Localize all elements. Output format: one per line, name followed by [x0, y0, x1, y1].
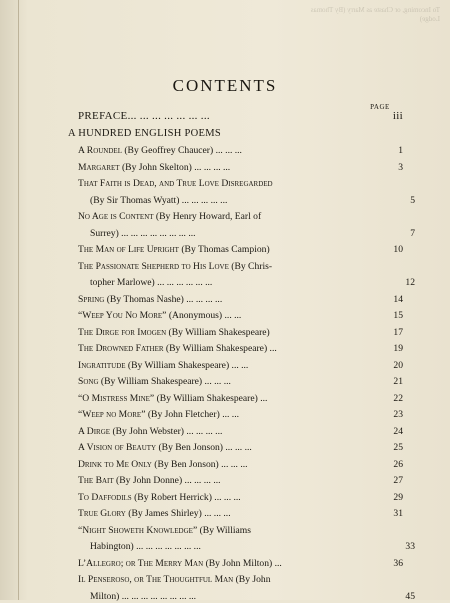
- entry-page-number: 36: [393, 557, 403, 569]
- entry-title: Spring: [78, 293, 105, 305]
- toc-section-heading: A HUNDRED ENGLISH POEMS: [68, 128, 222, 139]
- entry-author: (By Ben Jonson): [156, 442, 223, 453]
- toc-entry: [90, 541, 415, 553]
- entry-page-number: 25: [393, 442, 403, 453]
- entry-title: That Faith is Dead, and True Love Disregarded: [78, 178, 273, 189]
- entry-author: (By Chris-: [228, 260, 273, 272]
- entry-author: (By Sir Thomas Wyatt): [90, 194, 180, 206]
- entry-author: (By William Shakespeare): [166, 326, 270, 338]
- entry-author: (By William Shakespeare): [125, 359, 230, 371]
- entry-title: Il Penseroso, or The Thoughtful Man: [78, 574, 234, 585]
- toc-entry: [78, 261, 403, 273]
- toc-entry: [78, 459, 403, 471]
- toc-preface: [78, 110, 403, 122]
- entry-title: The Man of Life Upright: [78, 244, 179, 255]
- toc-entry: [78, 492, 403, 504]
- entry-page-number: 45: [405, 590, 415, 602]
- entry-author: (By John Fletcher): [145, 409, 220, 420]
- entry-title: The Dirge for Imogen: [78, 326, 167, 338]
- entry-page-number: 7: [410, 227, 415, 239]
- entry-title: “Weep You No More”: [78, 310, 167, 321]
- entry-author: (By Williams: [197, 524, 252, 536]
- entry-author: (By William Shakespeare): [98, 376, 203, 387]
- entry-leaders: ... ...: [222, 310, 242, 321]
- entry-title: No Age is Content: [78, 211, 154, 222]
- entry-author: (By Geoffrey Chaucer): [121, 145, 214, 156]
- entry-leaders: ...: [272, 557, 282, 569]
- entry-leaders: ... ... ...: [213, 145, 242, 156]
- entry-leaders: ... ... ... ... ... ... ... ...: [119, 590, 197, 602]
- entry-author: (By John Webster): [110, 425, 184, 437]
- page-title: CONTENTS: [172, 76, 278, 95]
- toc-entry: [90, 277, 415, 289]
- entry-page-number: 24: [393, 425, 403, 437]
- entry-author: (By Thomas Nashe): [104, 293, 184, 305]
- entry-leaders: ...: [257, 392, 268, 404]
- entry-leaders: ... ... ...: [202, 376, 231, 387]
- entry-leaders: ... ...: [219, 409, 239, 420]
- toc-entry: [78, 327, 403, 339]
- entry-page-number: 3: [398, 161, 403, 173]
- entry-author: (By John Donne): [113, 475, 183, 486]
- entry-author: (By James Shirley): [125, 508, 202, 519]
- entry-author: (By Robert Herrick): [131, 491, 212, 503]
- entry-leaders: ... ... ...: [211, 491, 241, 503]
- entry-author: (By Thomas Campion): [178, 244, 270, 255]
- toc-entry: [78, 145, 403, 157]
- toc-entry: [78, 162, 403, 174]
- page-column-label: PAGE: [370, 103, 390, 111]
- entry-author: (By John Skelton): [119, 161, 192, 173]
- entry-title: Margaret: [78, 161, 120, 173]
- toc-entry: [78, 409, 403, 421]
- entry-title: L’Allegro; or The Merry Man: [78, 557, 204, 569]
- entry-leaders: ... ... ...: [201, 508, 231, 519]
- toc-entry: [78, 294, 403, 306]
- entry-page-number: 19: [393, 343, 403, 354]
- entry-page-number: 22: [393, 392, 403, 404]
- entry-leaders: ... ... ... ...: [184, 425, 223, 437]
- entry-page-number: 23: [393, 409, 403, 420]
- entry-page-number: 17: [393, 326, 403, 338]
- toc-entry: [78, 508, 403, 520]
- toc-entry: [78, 244, 403, 256]
- entry-leaders: ... ... ... ...: [191, 161, 231, 173]
- entry-title: To Daffodils: [78, 491, 132, 503]
- entry-page-number: 15: [393, 310, 403, 321]
- entry-title: A Roundel: [78, 145, 122, 156]
- entry-title: Song: [78, 376, 99, 387]
- entry-author: (By John: [233, 574, 271, 585]
- entry-leaders: ... ... ... ... ... ... ...: [133, 541, 201, 552]
- toc-entry: [78, 393, 403, 405]
- entry-title: The Drowned Father: [78, 343, 164, 354]
- entry-title: True Glory: [78, 508, 126, 519]
- entry-title: The Bait: [78, 475, 114, 486]
- entry-leaders: ... ... ...: [218, 458, 248, 470]
- entry-author: (By Henry Howard, Earl of: [153, 211, 262, 222]
- entry-author: Habington): [90, 541, 134, 552]
- entry-author: (By John Milton): [203, 557, 273, 569]
- preface-leaders: ... ... ... ... ... ...: [136, 110, 210, 122]
- entry-page-number: 10: [393, 244, 403, 255]
- toc-entry: [90, 591, 415, 603]
- entry-author: (By William Shakespeare): [163, 343, 268, 354]
- entry-page-number: 1: [398, 145, 403, 156]
- toc-entry: [78, 376, 403, 388]
- entry-author: (By William Shakespeare): [154, 392, 258, 404]
- entry-leaders: ... ... ... ...: [183, 293, 223, 305]
- toc-entry: [78, 574, 403, 586]
- entry-title: The Passionate Shepherd to His Love: [78, 260, 229, 272]
- entry-leaders: ... ... ... ... ... ... ... ...: [118, 227, 196, 239]
- entry-leaders: ... ... ... ...: [182, 475, 221, 486]
- toc-entry: [78, 360, 403, 372]
- entry-leaders: ...: [267, 343, 277, 354]
- entry-title: A Vision of Beauty: [78, 442, 157, 453]
- entry-title: “Weep no More”: [78, 409, 146, 420]
- entry-title: Ingratitude: [78, 359, 126, 371]
- toc-entry: [78, 343, 403, 355]
- toc-entry: [78, 211, 403, 223]
- entry-leaders: ... ... ...: [222, 442, 252, 453]
- toc-entry: [78, 558, 403, 570]
- entry-author: Milton): [90, 590, 120, 602]
- toc-entry: [78, 310, 403, 322]
- entry-leaders: ... ...: [229, 359, 249, 371]
- toc-entry: [78, 475, 403, 487]
- toc-entry: [78, 442, 403, 454]
- toc-entry: [90, 195, 415, 207]
- preface-page: iii: [392, 110, 403, 122]
- toc-entry: [78, 525, 403, 537]
- entry-author: Surrey): [90, 227, 119, 239]
- entry-title: “Night Showeth Knowledge”: [78, 524, 198, 536]
- toc-entry: [78, 178, 403, 190]
- entry-author: (Anonymous): [166, 310, 223, 321]
- entry-page-number: 12: [405, 277, 415, 288]
- entry-author: topher Marlowe): [90, 277, 155, 288]
- entry-page-number: 20: [393, 359, 403, 371]
- preface-label: PREFACE...: [78, 110, 137, 122]
- entry-page-number: 33: [405, 541, 415, 552]
- entry-page-number: 14: [393, 293, 403, 305]
- entry-author: (By Ben Jonson): [151, 458, 219, 470]
- entry-page-number: 29: [393, 491, 403, 503]
- entry-title: A Dirge: [78, 425, 111, 437]
- entry-title: Drink to Me Only: [78, 458, 152, 470]
- entry-page-number: 5: [410, 194, 415, 206]
- toc-entry: [90, 228, 415, 240]
- entry-title: “O Mistress Mine”: [78, 392, 155, 404]
- entry-page-number: 27: [393, 475, 403, 486]
- toc-entry: [78, 426, 403, 438]
- entry-leaders: ... ... ... ... ... ...: [154, 277, 213, 288]
- entry-page-number: 26: [393, 458, 403, 470]
- bleed-through-text: To Incoming, or Chaste as Marry (By Thomas Lodge): [310, 6, 440, 23]
- entry-page-number: 31: [393, 508, 403, 519]
- entry-leaders: ... ... ... ... ...: [179, 194, 228, 206]
- entry-page-number: 21: [393, 376, 403, 387]
